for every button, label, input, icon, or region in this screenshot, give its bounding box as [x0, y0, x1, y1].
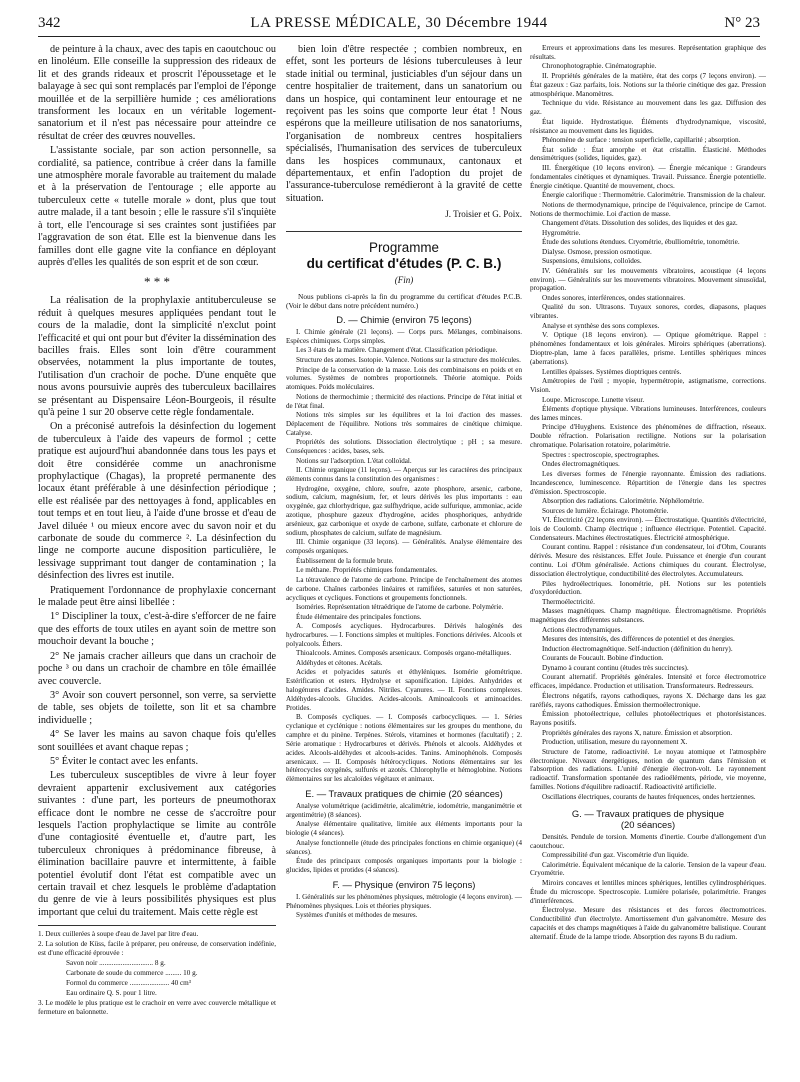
footnotes — [38, 925, 276, 1017]
paragraph: Principe d'Huyghens. Existence des phénomènes de diffraction, réseaux. Double réfraction. Polarisation rectiligne. Notions sur la polarisation chromatique. Polarisation rotatoire, polarimétrie. — [530, 423, 766, 450]
journal-title: LA PRESSE MÉDICALE, 30 Décembre 1944 — [250, 15, 548, 31]
paragraph: Spectres : spectroscopie, spectrographes. — [542, 450, 660, 459]
paragraph: Technique du vide. Résistance au mouvement dans les gaz. Diffusion des gaz. — [530, 99, 766, 117]
paragraph: Amétropies de l'œil ; myopie, hypermétropie, astigmatisme, corrections. Vision. — [530, 377, 766, 394]
paragraph: Phénomène de surface : tension superficielle, capillarité ; absorption. — [542, 136, 741, 145]
header-rule — [38, 36, 760, 37]
paragraph: Aldéhydes et cétones. Acétals. — [296, 658, 383, 667]
paragraph: Analyse fonctionnelle (étude des principales fonctions en chimie organique) (4 séances). — [286, 838, 522, 856]
issue-number: N° 23 — [724, 15, 760, 31]
paragraph: Piles hydroélectriques. Ionométrie, pH. Notions sur les potentiels d'oxydoréduction. — [530, 579, 766, 597]
paragraph: Les diverses formes de l'énergie rayonnante. Émission des radiations. Incandescence, luminescence. Répartition de l'énergie dans les spectres d'émission. Spectroscopie. — [530, 469, 766, 496]
paragraph: Systèmes d'unités et méthodes de mesures. — [296, 911, 418, 920]
paragraph: III. Énergétique (10 leçons environ). — Énergie mécanique : Grandeurs fondamentales cinétiques et dynamiques. Travail. Puissance. Énergie potentielle. Énergie cinétique. Quantité de mouvement, chocs. — [530, 163, 766, 190]
paragraph: B. Composés cycliques. — I. Composés carbocycliques. — 1. Séries cyclanique et cyclénique : notions élémentaires sur les groupes du menthone, du camphre et du pinène. Terpènes. Stérols, vitamines et hormones (facultatif) ; 2. Série aromatique : Hydrocarbures et dérivés. Phénols et alcools. Aldéhydes et acides. Alcools-aldéhydes et alcools-acides. Tanins. Aminophénols. Composés arsenicaux. — II. Composés hétérocycliques. Notions élémentaires sur les hétérocycles oxygénés, sulfurés et azotés. Chlorophylle et hémoglobine. Notions élémentaires sur les alcaloïdes végétaux et animaux. — [286, 713, 522, 784]
paragraph: On a préconisé autrefois la désinfection du logement de tuberculeux à l'aide des vapeurs de formol ; cette pratique est aujourd'hui abandonnée dans tous les pays et doit être considérée comme un anachronisme prophylactique (Chagas), la propreté permanente des locaux étant préférable à une désinfection périodique ; elle est réalisée par des nettoyages à fond, applicables en tout temps et en tout lieu, à l'aide d'une brosse et d'eau de Javel diluée ¹ ou mieux encore avec du savon noir et du carbonate de soude du commerce ². La désinfection du linge ne comporte aucune disposition particulière, le lessivage supprimant tout danger de contamination ; la désinfection des livres est inutile. — [38, 421, 276, 582]
column-middle — [286, 44, 522, 921]
column-left — [38, 44, 276, 1018]
footnote: Savon noir .............................. 8 g. — [66, 959, 166, 968]
paragraph: Production, utilisation, mesure du rayonnement X. — [542, 738, 688, 747]
programme-intro: Nous publions ci-après la fin du programme du certificat d'études P.C.B. (Voir le début dans notre précédent numéro.) — [286, 292, 522, 311]
paragraph: Pratiquement l'ordonnance de prophylaxie concernant le malade peut être ainsi libellée : — [38, 584, 276, 609]
footnote: 1. Deux cuillerées à soupe d'eau de Javel par litre d'eau. — [38, 930, 199, 939]
paragraph: Hydrogène, oxygène, chlore, soufre, azote phosphore, arsenic, carbone, sodium, calcium, magnésium, fer, et leurs dérivés les plus importants : eau oxygénée, gaz chlorhydrique, gaz sulfhydrique, acide sulfurique, ammoniac, acide azotique, phosphure gazeux d'hydrogène, acides phosphoriques, anhydride arsénieux, gaz carbonique et oxyde de carbone, sulfate, carbonate et chlorure de sodium, phosphates de calcium, sulfate de magnésium. — [286, 484, 522, 537]
paragraph: Courant continu. Rappel : résistance d'un condensateur, loi d'Ohm, Courants dérivés. Mesure des résistances. Effet Joule. Puissance et énergie d'un courant continu. Loi d'Ohm généralisée. Actions chimiques du courant. Électrolyse, dissociation électrolytique, conductibilité des électrolytes. Accumulateurs. — [530, 543, 766, 579]
paragraph: Structure de l'atome, radioactivité. Le noyau atomique et l'atmosphère électronique. Niveaux énergétiques, notion de quantum dans l'émission et l'absorption des radiations. L'unité d'énergie électron-volt. Le rayonnement radioactif. Transformation spontanée des radioéléments, période, vie moyenne, familles. Notions d'équilibre radioactif. Radioactivité artificielle. — [530, 747, 766, 792]
paragraph: Courant alternatif. Propriétés générales. Intensité et force électromotrice efficaces, impédance. Production et utilisation. Transformateurs. Redresseurs. — [530, 673, 766, 691]
paragraph: État liquide. Hydrostatique. Éléments d'hydrodynamique, viscosité, résistance au mouvement dans les liquides. — [530, 117, 766, 135]
paragraph: Analyse volumétrique (acidimétrie, alcalimétrie, iodométrie, manganimétrie et argentimétrie) (8 séances). — [286, 802, 522, 819]
paragraph: Propriétés générales des rayons X, nature. Émission et absorption. — [542, 728, 733, 737]
section-tp-chimie-body — [286, 802, 522, 875]
paragraph: Courants de Foucault. Bobine d'induction. — [542, 654, 664, 663]
footnote: 2. La solution de Küss, facile à préparer, peu onéreuse, de conservation indéfinie, est d'une efficacité éprouvée : — [38, 940, 276, 958]
paragraph: La tétravalence de l'atome de carbone. Principe de l'enchaînement des atomes de carbone. Chaînes carbonées linéaires et ramifiées, saturées et non saturées, acycliques et cycliques. Fonctions et groupements fonctionnels. — [286, 575, 522, 602]
paragraph: Notions de thermochimie ; thermicité des réactions. Principe de l'état initial et de l'état final. — [286, 392, 522, 410]
paragraph: Analyse élémentaire qualitative, limitée aux éléments importants pour la biologie (4 séances). — [286, 820, 522, 838]
list-item: 5° Éviter le contact avec les enfants. — [50, 755, 199, 767]
list-item: 3° Avoir son couvert personnel, son verre, sa serviette de table, ses objets de toilette, son lit et sa chambre individuelle ; — [38, 689, 276, 726]
paragraph: Propriétés des solutions. Dissociation électrolytique ; pH ; sa mesure. Conséquences : acides, bases, sels. — [286, 438, 522, 456]
paragraph: Dialyse. Osmose, pression osmotique. — [542, 247, 652, 256]
paragraph: Étude élémentaire des principales fonctions. — [296, 612, 422, 621]
paragraph: Miroirs concaves et lentilles minces sphériques, lentilles cylindrosphériques. Étude du microscope. Spectroscopie. Lumière polarisée, polarimétrie. Franges d'interférences. — [530, 878, 766, 905]
paragraph: Loupe. Microscope. Lunette viseur. — [542, 395, 645, 404]
programme-subtitle: du certificat d'études (P. C. B.) — [306, 255, 502, 271]
paragraph: Notions très simples sur les équilibres et la loi d'action des masses. Déplacement de l'équilibre. Notions très sommaires de cinétique chimique. Catalyse. — [286, 411, 522, 437]
paragraph: III. Chimie organique (33 leçons). — Généralités. Analyse élémentaire des composés organiques. — [286, 538, 522, 556]
list-item: 1° Discipliner la toux, c'est-à-dire s'efforcer de ne faire que des efforts de toux utiles en ayant soin de mettre son mouchoir devant la bouche ; — [38, 611, 276, 648]
paragraph: Notions de thermodynamique, principe de l'équivalence, principe de Carnot. Notions de thermochimie. Loi d'action de masse. — [530, 200, 766, 218]
section-physique-body — [286, 893, 522, 920]
footnote: Carbonate de soude du commerce ......... 10 g. — [66, 969, 198, 978]
paragraph: Chronophotographie. Cinématographie. — [542, 62, 657, 71]
paragraph: Actions électrodynamiques. — [542, 625, 623, 634]
footnote: Eau ordinaire Q. S. pour 1 litre. — [66, 989, 157, 998]
paragraph: Changement d'états. Dissolution des solides, des liquides et des gaz. — [542, 219, 738, 228]
paragraph: Les tuberculeux susceptibles de vivre à leur foyer devraient appartenir exclusivement aux catégories suivantes : d'une part, les porteurs de pneumothorax efficace dont le nombre ne cesse de s'accroître pour lesquels l'action prophylactique se limite au contrôle d'une contagiosité éventuelle et, d'autre part, les tuberculeux chroniques à prédominance fibreuse, à élimination bacillaire pauvre et intermittente, à faible potentiel évolutif dont l'état est compatible avec un certain travail et chez lesquels le problème d'adaptation du genre de vie à leurs possibilités physiques est plus important que celui du traitement. Mais cette règle est — [38, 770, 276, 918]
paragraph: Électrons négatifs, rayons cathodiques, rayons X. Décharge dans les gaz raréfiés, rayons cathodiques. Émission thermoélectronique. — [530, 691, 766, 709]
paragraph: Acides et polyacides saturés et éthyléniques. Isomérie géométrique. Estérification et esters. Hydrolyse et saponification. Lipides. Anhydrides et halogénures d'acides. Amides. Nitriles. Cyanures. — II. Fonctions complexes. Aldéhydes-alcools. Glucides. Acides-alcools. Aminoalcools et aminoacides. Protides. — [286, 668, 522, 712]
paragraph: I. Généralités sur les phénomènes physiques, métrologie (4 leçons environ). — Phénomènes physiques. Lois et théories physiques. — [286, 892, 522, 910]
paragraph: II. Chimie organique (11 leçons). — Aperçus sur les caractères des principaux éléments connus dans la constitution des organismes : — [286, 466, 522, 484]
paragraph: Électrolyse. Mesure des résistances et des forces électromotrices. Conductibilité d'un électrolyte. Amortissement d'un galvanomètre. Mesure des capacités et des champs magnétiques à l'aide du galvanomètre balistique. Courant alternatif. Étude de la lampe triode. Absorption des rayons B du radium. — [530, 906, 766, 941]
paragraph: Ondes sonores, interférences, ondes stationnaires. — [542, 293, 686, 302]
paragraph: Éléments d'optique physique. Vibrations lumineuses. Interférences, couleurs des lames minces. — [530, 405, 766, 422]
paragraph: Oscillations électriques, courants de hautes fréquences, ondes hertziennes. — [542, 792, 756, 801]
list-item: 4° Se laver les mains au savon chaque fois qu'elles sont souillées et avant chaque repas ; — [38, 729, 276, 753]
page-number: 342 — [38, 15, 61, 31]
section-chimie-body — [286, 328, 522, 784]
paragraph: Compressibilité d'un gaz. Viscométrie d'un liquide. — [542, 851, 689, 860]
paragraph: Thermoélectricité. — [542, 597, 595, 606]
paragraph: État solide : État amorphe et état cristallin. Élasticité. Méthodes densimétriques (solides, liquides, gaz). — [530, 145, 766, 163]
paragraph: Structure des atomes. Isotopie. Valence. Notions sur la structure des molécules. — [296, 356, 521, 364]
footnote: Formol du commerce ...................... 40 cm³ — [66, 979, 191, 988]
paragraph: Suspensions, émulsions, colloïdes. — [542, 257, 642, 266]
paragraph: Principe de la conservation de la masse. Lois des combinaisons en poids et en volumes. Systèmes de nombres proportionnels. Théorie atomique. Poids atomiques. Poids moléculaires. — [286, 365, 522, 392]
paragraph: Étude des solutions étendues. Cryométrie, ébulliométrie, tonométrie. — [542, 238, 740, 247]
paragraph: Qualité du son. Ultrasons. Tuyaux sonores, cordes, diapasons, plaques vibrantes. — [530, 303, 766, 321]
paragraph: Calorimétrie. Équivalent mécanique de la calorie. Tension de la vapeur d'eau. Cryométrie. — [530, 860, 766, 878]
section-stars: * * * — [144, 274, 170, 290]
paragraph: Émission photoélectrique, cellules photoélectriques et photorésistances. Rayons positifs. — [530, 710, 766, 728]
column-right — [530, 44, 766, 942]
paragraph: Dynamo à courant continu (études très succinctes). — [542, 663, 689, 672]
paragraph: Hygrométrie. — [542, 228, 581, 237]
paragraph: I. Chimie générale (21 leçons). — Corps purs. Mélanges, combinaisons. Espèces chimiques. Corps simples. — [286, 328, 522, 345]
paragraph: Analyse et synthèse des sons complexes. — [542, 321, 660, 330]
paragraph: Établissement de la formule brute. — [296, 556, 394, 565]
section-title-tp-chimie: E. — Travaux pratiques de chimie (20 séances) — [305, 788, 503, 800]
paragraph: Densités. Pendule de torsion. Moments d'inertie. Courbe d'allongement d'un caoutchouc. — [530, 832, 766, 850]
paragraph: Thioalcools. Amines. Composés arsenicaux. Composés organo-métalliques. — [296, 649, 512, 658]
section-title-tp-physique-main: G. — Travaux pratiques de physique — [571, 807, 725, 819]
programme-title: Programme — [369, 239, 439, 255]
paragraph: de peinture à la chaux, avec des tapis en caoutchouc ou en linoléum. Elle conseille la suppression des rideaux de lit et des grands rideaux et proscrit l'époussetage et le balayage à sec qui sont remplacés par l'emploi de l'éponge mouillée et de la serpillière humide ; ces améliorations transforment les locaux en un véritable logement-sanatorium et il n'est pas nécessaire pour atteindre ce résultat de créer des œuvres nouvelles. — [38, 44, 276, 142]
paragraph: L'assistante sociale, par son action personnelle, sa cordialité, sa patience, contribue à créer dans la famille une atmosphère morale favorable au traitement du malade et à la préservation de l'entourage ; elle apporte au tuberculeux cette « tutelle morale » dont, plus que tout autre malade, il a tant besoin ; elle le rassure s'il s'inquiète à tort, elle l'encourage si ses craintes sont justifiées par l'aggravation de son état. Elle est la bienvenue dans les familles dont elle gagne vite la confiance en déployant auprès d'elles les qualités de son esprit et de son cœur. — [38, 145, 276, 268]
paragraph: Ondes électromagnétiques. — [542, 460, 620, 469]
paragraph: IV. Généralités sur les mouvements vibratoires, acoustique (4 leçons environ). — Généralités sur les mouvements vibratoires. Mouvement sinusoïdal, propagation. — [530, 266, 766, 293]
section-title-tp-physique — [530, 808, 766, 830]
section-title-physique: F. — Physique (environ 75 leçons) — [332, 878, 476, 890]
paragraph: Induction électromagnétique. Self-induction (définition du henry). — [542, 644, 733, 653]
paragraph: II. Propriétés générales de la matière, état des corps (7 leçons environ). — État gazeux : Gaz parfaits, lois. Notions sur la théorie cinétique des gaz. Pression atmosphérique. Manomètres. — [530, 71, 766, 98]
programme-fin: (Fin) — [394, 274, 414, 285]
paragraph: Le méthane. Propriétés chimiques fondamentales. — [296, 566, 438, 575]
paragraph: Erreurs et approximations dans les mesures. Représentation graphique des résultats. — [530, 44, 766, 61]
paragraph: Isoméries. Représentation tétraédrique de l'atome de carbone. Polymérie. — [296, 603, 504, 612]
paragraph: Mesures des intensités, des différences de potentiel et des énergies. — [542, 635, 735, 644]
paragraph: A. Composés acycliques. Hydrocarbures. Dérivés halogénés des hydrocarbures. — I. Fonctions simples et multiples. Fonctions dérivées. Alcools et polyalcools. Éthers. — [286, 622, 522, 648]
paragraph: Sources de lumière. Éclairage. Photométrie. — [542, 506, 669, 515]
paragraph: Lentilles épaisses. Systèmes dioptriques centrés. — [542, 367, 682, 376]
section-title-tp-physique-sub: (20 séances) — [620, 818, 676, 830]
paragraph: Absorption des radiations. Calorimétrie. Néphélométrie. — [542, 497, 704, 506]
paragraph: Étude des principaux composés organiques importants pour la biologie : glucides, lipides et protides (4 séances). — [286, 857, 522, 874]
paragraph: Notions sur l'adsorption. L'état colloïdal. — [296, 456, 412, 465]
section-divider — [286, 231, 522, 232]
paragraph: Masses magnétiques. Champ magnétique. Électromagnétisme. Propriétés magnétiques des différentes substances. — [530, 607, 766, 625]
paragraph: bien loin d'être respectée ; combien nombreux, en effet, sont les porteurs de lésions tuberculeuses à leur stade initial ou terminal, justiciables d'un séjour dans un centre hospitalier de traitement, dans un sanatorium ou dans un hospice, qui contaminent leur entourage et ne reçoivent pas les soins que comporte leur état ! Nous espérons que la meilleure utilisation de nos sanatoriums, l'organisation de nombreux centres hospitaliers spécialisés, l'humanisation des services de tuberculeux dans les hospices communaux, cantonaux et départementaux, et enfin l'adoption du projet de l'assurance-tuberculose remédieront à la gravité de cette situation. — [286, 44, 522, 204]
author-signature: J. Troisier et G. Poix. — [445, 209, 522, 220]
footnote: 3. Le modèle le plus pratique est le crachoir en verre avec couvercle métallique et fermeture en baïonnette. — [38, 999, 276, 1017]
paragraph: V. Optique (18 leçons environ). — Optique géométrique. Rappel : phénomènes fondamentaux et lois générales. Miroirs sphériques (aberrations). Dioptre-plan, lame à faces parallèles, prisme. Lentilles sphériques minces (aberrations). — [530, 331, 766, 367]
paragraph: Énergie calorifique : Thermométrie. Calorimétrie. Transmission de la chaleur. — [542, 191, 766, 200]
paragraph: La réalisation de la prophylaxie antituberculeuse se réduit à quelques mesures appliquées pendant tout le cours de la maladie, dont la simplicité n'exclut point l'efficacité et qui ont pour but d'éviter la dissémination des bacilles frais. Elles sont loin d'être couramment observées, notamment la plus importante de toutes, l'utilisation d'un crachoir de poche. D'une enquête que nous avons poursuivie auprès des tuberculeux bacillaires se présentant au Dispensaire Léon-Bourgeois, il résulte qu'à peine 1 sur 20 observe cette règle fondamentale. — [38, 295, 277, 418]
paragraph: Les 3 états de la matière. Changement d'état. Classification périodique. — [296, 346, 498, 355]
paragraph: VI. Électricité (22 leçons environ). — Électrostatique. Quantités d'électricité, lois de Coulomb. Champ électrique ; influence électrique. Potentiel. Capacité. Condensateurs. Machines électrostatiques. Électricité atmosphérique. — [530, 516, 766, 542]
list-item: 2° Ne jamais cracher ailleurs que dans un crachoir de poche ³ ou dans un crachoir de chambre en tôle émaillée avec couvercle. — [38, 650, 276, 687]
section-title-chimie: D. — Chimie (environ 75 leçons) — [336, 314, 472, 326]
